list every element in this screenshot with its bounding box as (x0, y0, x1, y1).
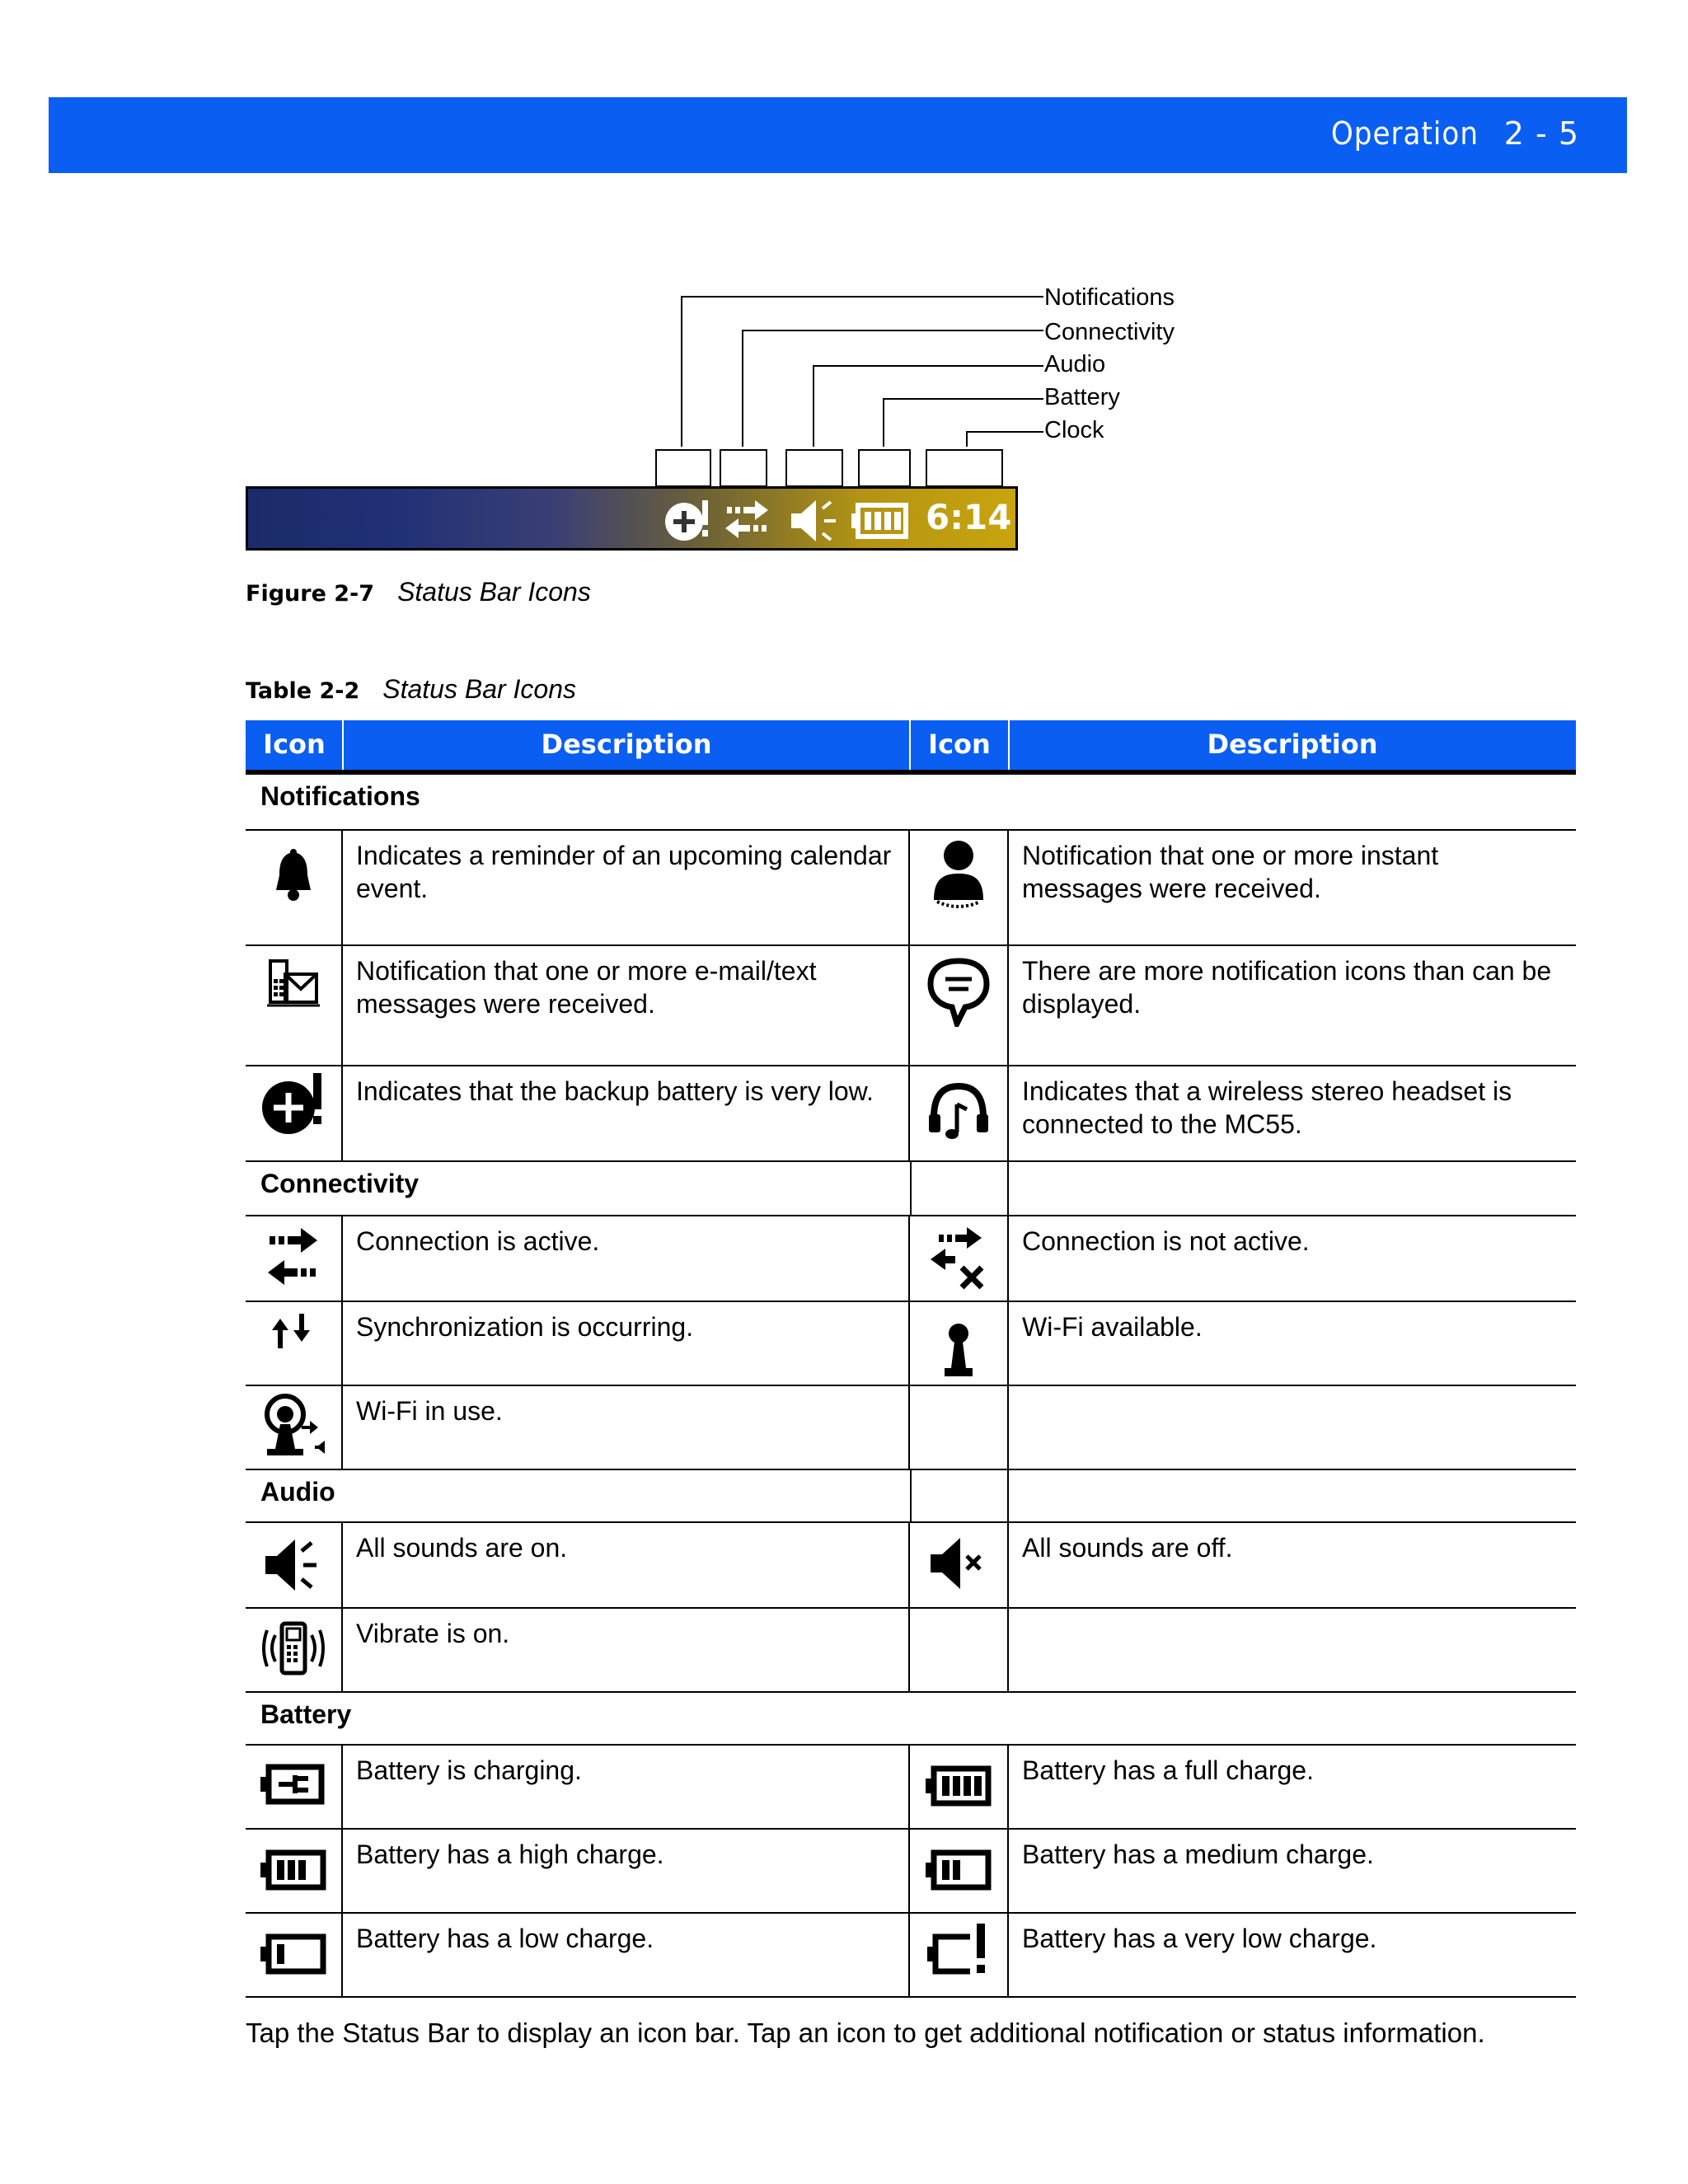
description: Indicates that a wireless stereo headset is connected to the MC55. (1022, 1076, 1512, 1139)
table-row (246, 1830, 1576, 1914)
table-row (246, 1302, 1576, 1386)
wifi-in-use-icon (259, 1391, 328, 1460)
description: All sounds are on. (343, 1523, 910, 1607)
description: Battery has a full charge. (1022, 1755, 1314, 1785)
callout-audio: Audio (1044, 351, 1106, 377)
sound-off-icon (927, 1536, 990, 1591)
section-row-connectivity (246, 1162, 1576, 1216)
backup-battery-low-icon (260, 1071, 326, 1136)
figure-label: Figure 2-7 (246, 581, 375, 607)
description: Vibrate is on. (343, 1609, 910, 1691)
description: Battery has a very low charge. (1022, 1924, 1377, 1953)
header-description-2: Description (1207, 729, 1378, 760)
description: Battery is charging. (343, 1746, 910, 1828)
callout-notifications: Notifications (1044, 284, 1175, 311)
status-clock[interactable]: 6:14 (926, 497, 1012, 537)
table-row (246, 1386, 1576, 1470)
empty-description (1009, 1386, 1576, 1469)
header-description-1: Description (541, 729, 712, 760)
table-row (246, 1609, 1576, 1693)
section-row-audio (246, 1470, 1576, 1523)
table-row (246, 1914, 1576, 1998)
callout-clock: Clock (1044, 417, 1104, 443)
backup-battery-low-icon[interactable] (664, 497, 714, 543)
section-label: Audio (260, 1477, 335, 1507)
description: Wi-Fi in use. (343, 1386, 910, 1469)
table-row (246, 946, 1576, 1066)
wifi-available-icon (938, 1322, 979, 1383)
description: All sounds are off. (1022, 1533, 1233, 1563)
section-title: Operation (1330, 115, 1479, 152)
callout-battery: Battery (1044, 384, 1120, 410)
description: Battery has a high charge. (343, 1830, 910, 1912)
table-row (246, 831, 1576, 946)
header-icon-2: Icon (928, 729, 991, 760)
description: Battery has a low charge. (343, 1914, 910, 1996)
battery-charging-icon (259, 1762, 328, 1811)
description: Notification that one or more instant messages were received. (1022, 841, 1439, 903)
sound-icon[interactable] (788, 497, 841, 545)
battery-low-icon (259, 1933, 328, 1976)
status-bar-icons-table (246, 720, 1576, 1998)
email-icon (264, 956, 323, 1012)
bell-icon (265, 847, 322, 905)
battery-very-low-icon (924, 1922, 993, 1976)
section-label: Notifications (260, 781, 420, 811)
description: Connection is not active. (1022, 1226, 1310, 1256)
battery-high-icon (259, 1849, 328, 1892)
table-label: Table 2-2 (246, 678, 360, 704)
empty-description (1009, 1609, 1576, 1691)
section-row-battery (246, 1693, 1576, 1746)
vibrate-icon (260, 1620, 326, 1678)
description: Connection is active. (343, 1216, 910, 1301)
header-icon-1: Icon (263, 729, 326, 760)
description: There are more notification icons than can be displayed. (1022, 956, 1552, 1019)
section-label: Connectivity (260, 1169, 420, 1198)
footnote: Tap the Status Bar to display an icon bar. Tap an icon to get additional notification or status information. (246, 2018, 1485, 2048)
description: Synchronization is occurring. (343, 1302, 910, 1385)
connection-inactive-icon (927, 1225, 990, 1291)
table-row (246, 1746, 1576, 1830)
description: Battery has a medium charge. (1022, 1840, 1374, 1869)
headset-icon (926, 1081, 992, 1144)
callout-connectivity: Connectivity (1044, 319, 1175, 345)
page-number: 2 - 5 (1503, 115, 1579, 152)
battery-medium-icon (924, 1849, 993, 1892)
table-row (246, 1216, 1576, 1302)
connection-active-icon (265, 1225, 322, 1291)
table-row (246, 1523, 1576, 1609)
sync-icon (269, 1310, 318, 1352)
sound-on-icon (262, 1536, 325, 1594)
section-label: Battery (260, 1699, 352, 1729)
table-title: Status Bar Icons (382, 674, 577, 704)
more-notifications-icon (927, 958, 990, 1027)
status-bar-figure (0, 0, 1688, 626)
description: Indicates a reminder of an upcoming calendar event. (343, 831, 910, 944)
table-caption (246, 674, 576, 705)
instant-message-icon (929, 837, 988, 912)
table-row (246, 1066, 1576, 1162)
description: Notification that one or more e-mail/text messages were received. (343, 946, 910, 1065)
battery-full-icon (924, 1765, 993, 1808)
section-row-notifications (246, 775, 1576, 831)
figure-title: Status Bar Icons (397, 577, 591, 607)
figure-caption (246, 577, 591, 607)
description: Wi-Fi available. (1022, 1312, 1203, 1342)
battery-full-icon[interactable] (850, 502, 909, 540)
connection-active-icon[interactable] (722, 499, 771, 543)
table-header (246, 720, 1576, 775)
description: Indicates that the backup battery is very low. (343, 1066, 910, 1160)
status-bar[interactable] (246, 486, 1018, 551)
